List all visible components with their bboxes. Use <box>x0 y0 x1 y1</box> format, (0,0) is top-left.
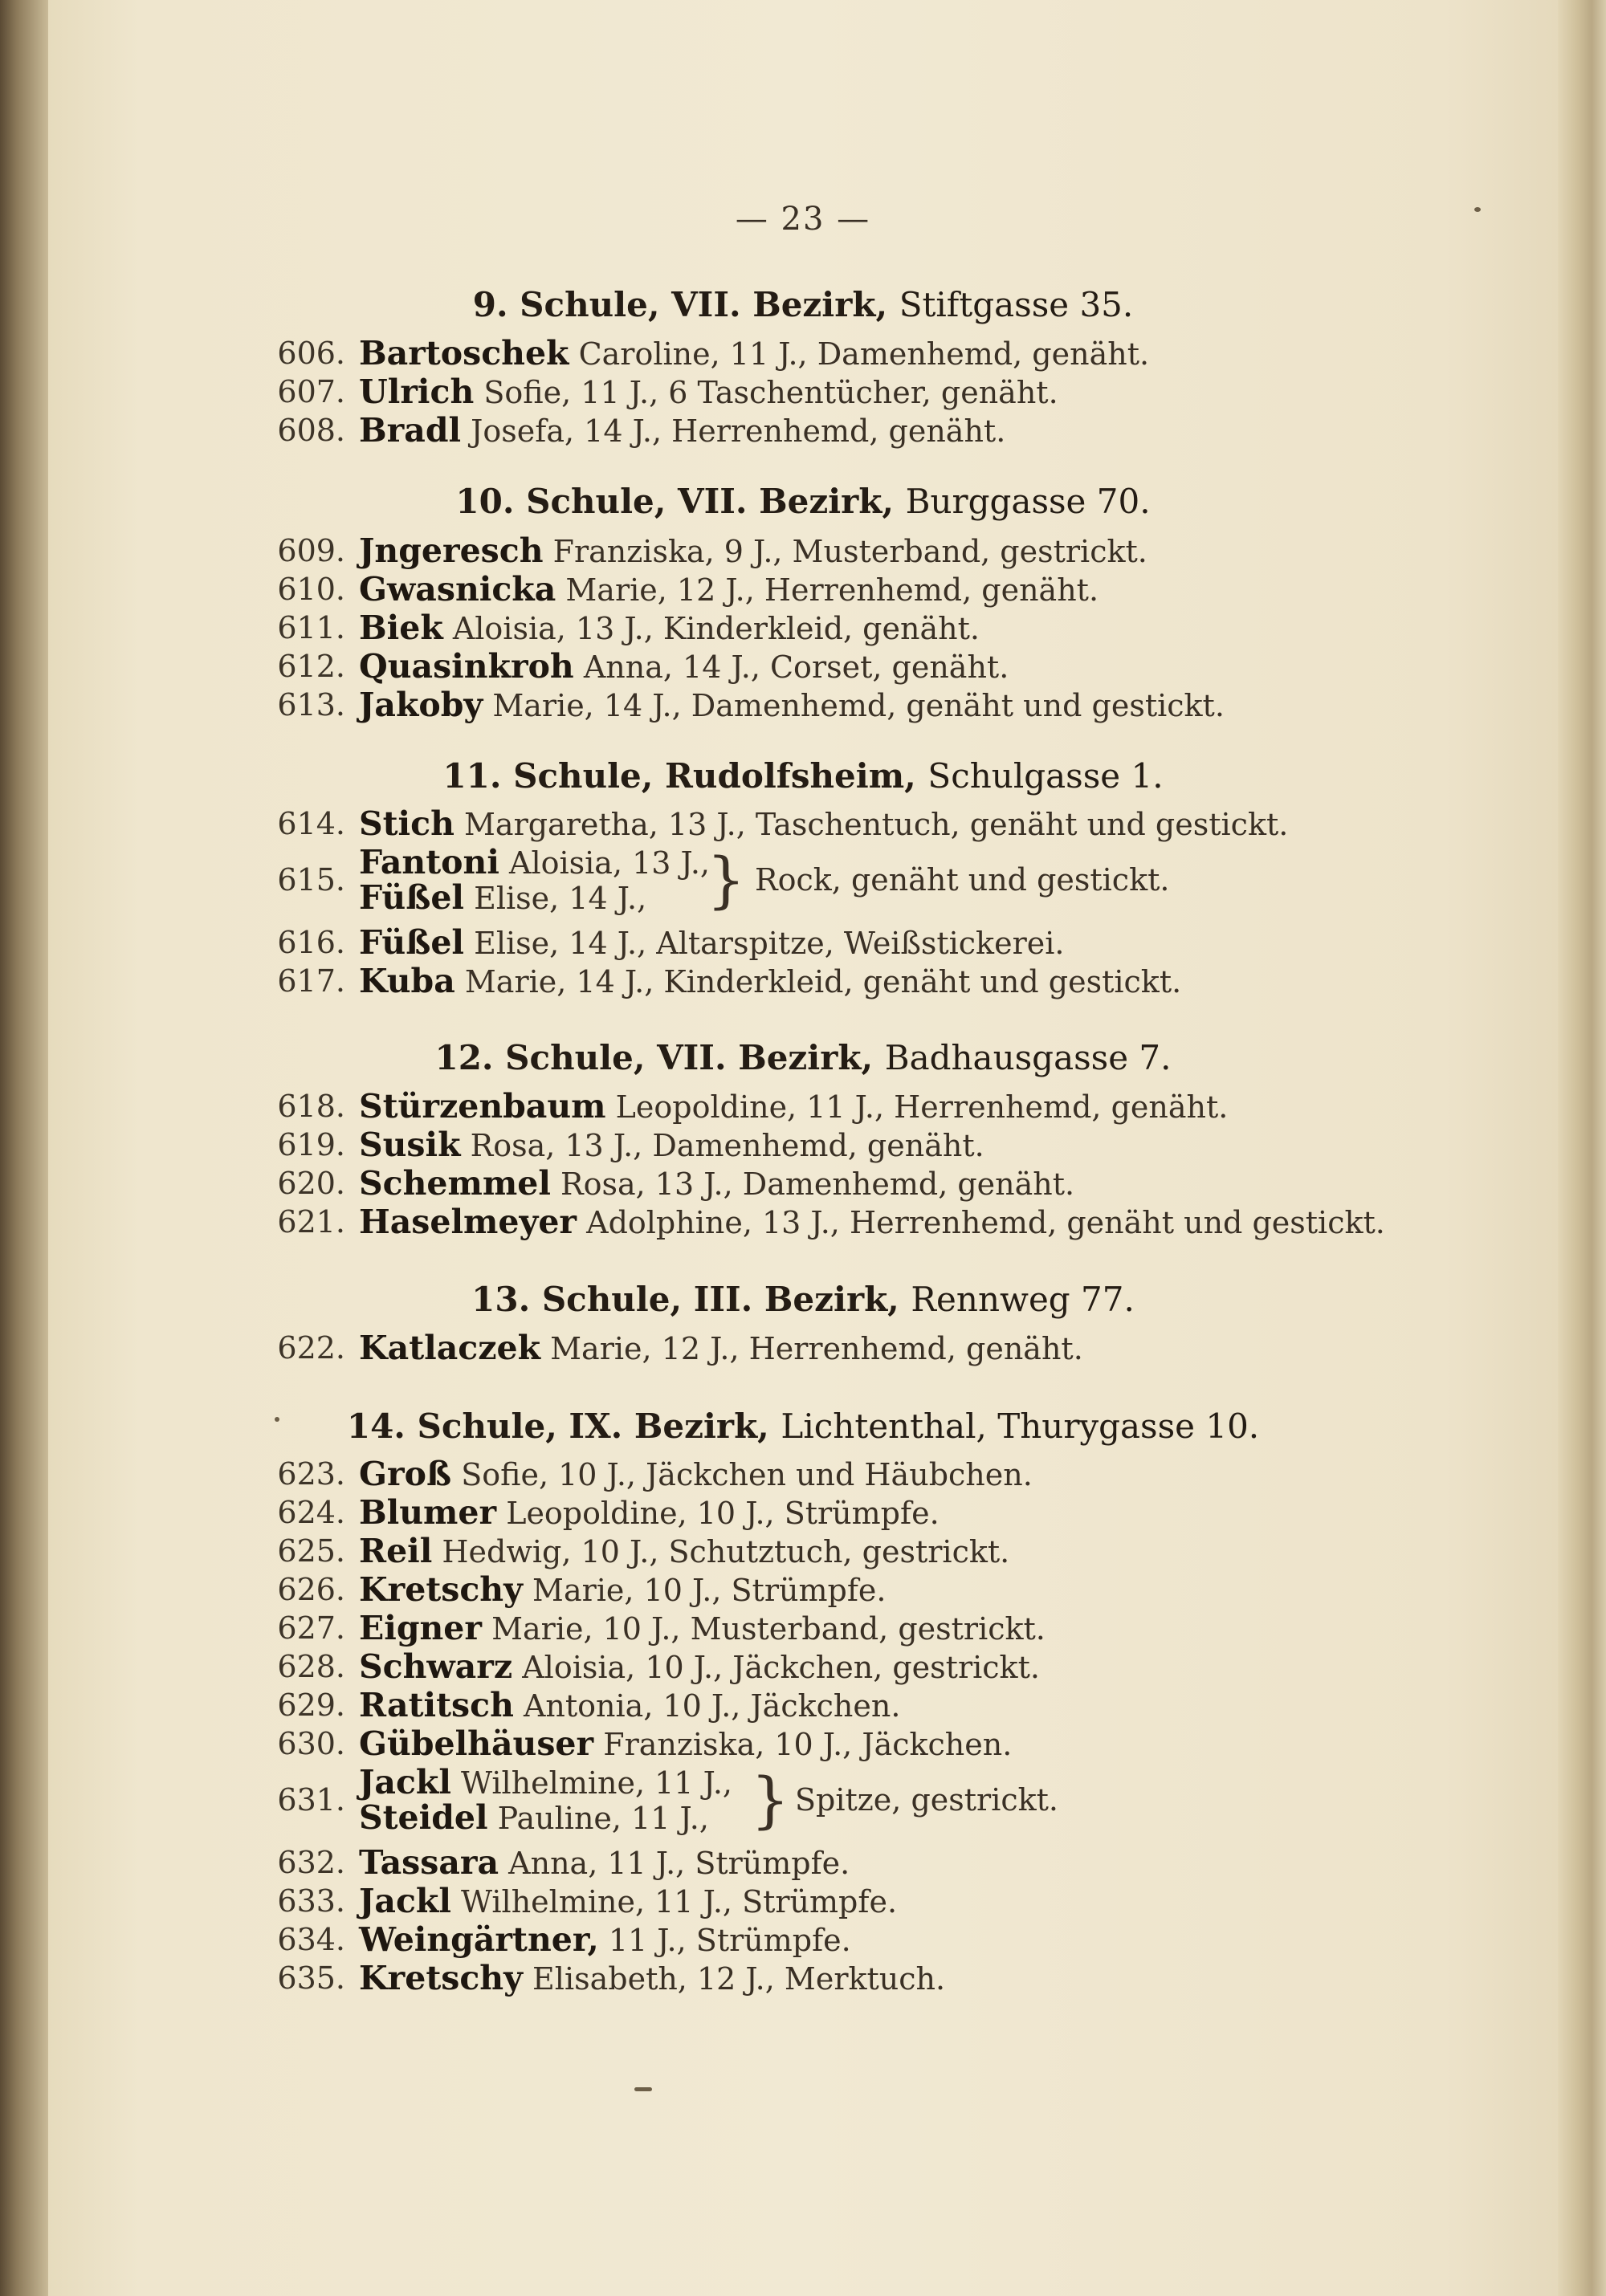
paper-speck <box>634 2087 652 2091</box>
entry-number: 613. <box>277 687 345 723</box>
entry-number: 616. <box>277 925 345 960</box>
section-heading <box>0 756 1606 796</box>
entry-details: Aloisia, 13 J., Kinderkleid, genäht. <box>452 611 980 646</box>
entry-details: Anna, 14 J., Corset, genäht. <box>583 649 1009 685</box>
entry-surname: Susik <box>359 1126 461 1164</box>
paper-speck <box>1474 207 1481 212</box>
section-address: Schulgasse 1. <box>927 756 1164 796</box>
entry-surname: Stürzenbaum <box>359 1087 606 1126</box>
entry-number: 620. <box>277 1166 345 1201</box>
section-address: Rennweg 77. <box>911 1280 1135 1319</box>
section-title: 11. Schule, Rudolfsheim, <box>442 756 916 796</box>
paper-speck <box>275 1417 279 1422</box>
grouping-brace: } <box>751 1764 790 1835</box>
entry-details: Elise, 14 J., <box>474 881 647 916</box>
section-heading <box>0 1407 1606 1446</box>
entry-number: 609. <box>277 533 345 568</box>
entry-surname: Haselmeyer <box>359 1203 577 1241</box>
entry-details: Caroline, 11 J., Damenhemd, genäht. <box>578 336 1150 372</box>
entry-surname: Groß <box>359 1455 452 1493</box>
entry-details: Sofie, 10 J., Jäckchen und Häubchen. <box>461 1457 1033 1492</box>
entry-number: 633. <box>277 1883 345 1919</box>
entry-surname: Quasinkroh <box>359 647 574 686</box>
entry-number: 631. <box>277 1782 345 1818</box>
entry-number: 624. <box>277 1495 345 1530</box>
entry-surname: Blumer <box>359 1493 497 1532</box>
entry-number: 617. <box>277 963 345 999</box>
entry-number: 621. <box>277 1204 345 1240</box>
entry-details: Adolphine, 13 J., Herrenhemd, genäht und gestickt. <box>586 1205 1385 1240</box>
entry-surname: Tassara <box>359 1843 499 1882</box>
entry-surname: Schwarz <box>359 1647 513 1686</box>
entry-details: Elise, 14 J., Altarspitze, Weißstickerei. <box>474 926 1065 961</box>
entry-surname: Jackl <box>359 1882 451 1920</box>
section-address: Burggasse 70. <box>905 482 1151 521</box>
section-heading <box>0 1038 1606 1077</box>
list-item-grouped <box>0 1765 1526 1842</box>
entry-surname: Katlaczek <box>359 1329 541 1367</box>
entry-details: Marie, 10 J., Musterband, gestrickt. <box>491 1611 1046 1647</box>
entry-number: 627. <box>277 1610 345 1646</box>
entry-details: Margaretha, 13 J., Taschentuch, genäht und gestickt. <box>464 807 1289 842</box>
entry-surname: Gübelhäuser <box>359 1724 594 1763</box>
entry-details: Marie, 12 J., Herrenhemd, genäht. <box>550 1331 1083 1366</box>
entry-details: Marie, 14 J., Damenhemd, genäht und gestickt. <box>492 688 1225 723</box>
entry-surname: Weingärtner, <box>359 1920 599 1959</box>
entry-surname: Kretschy <box>359 1959 523 1997</box>
entry-details: Leopoldine, 10 J., Strümpfe. <box>506 1496 940 1531</box>
entry-number: 634. <box>277 1922 345 1957</box>
entry-details: Leopoldine, 11 J., Herrenhemd, genäht. <box>615 1089 1229 1125</box>
entry-surname: Stich <box>359 804 454 843</box>
entry-details: Anna, 11 J., Strümpfe. <box>508 1846 850 1881</box>
entry-group-description: Rock, genäht und gestickt. <box>755 862 1170 898</box>
section-heading <box>0 1280 1606 1319</box>
page-number: — 23 — <box>735 201 871 238</box>
entry-number: 625. <box>277 1533 345 1569</box>
entry-surname: Steidel <box>359 1798 488 1837</box>
entry-details: 11 J., Strümpfe. <box>608 1923 851 1958</box>
section-title: 13. Schule, III. Bezirk, <box>471 1280 899 1319</box>
grouping-brace: } <box>707 844 746 915</box>
entry-number: 610. <box>277 572 345 607</box>
entry-number: 630. <box>277 1726 345 1761</box>
section-title: 12. Schule, VII. Bezirk, <box>434 1038 874 1077</box>
entry-surname: Kuba <box>359 962 455 1000</box>
entry-number: 614. <box>277 806 345 841</box>
section-title: 9. Schule, VII. Bezirk, <box>472 285 888 324</box>
entry-surname: Bradl <box>359 411 462 450</box>
book-binding-right <box>1558 0 1606 2296</box>
section-heading <box>0 285 1606 324</box>
entry-number: 615. <box>277 862 345 898</box>
entry-details: Marie, 14 J., Kinderkleid, genäht und gestickt. <box>464 964 1182 999</box>
entry-surname: Füßel <box>359 923 465 962</box>
entry-number: 608. <box>277 413 345 448</box>
entry-details: Aloisia, 10 J., Jäckchen, gestrickt. <box>522 1650 1040 1685</box>
entry-surname: Biek <box>359 609 443 647</box>
section-address: Lichtenthal, Thurygasse 10. <box>781 1407 1260 1446</box>
section-title: 14. Schule, IX. Bezirk, <box>346 1407 769 1446</box>
entry-surname: Jackl <box>359 1763 451 1801</box>
section-title: 10. Schule, VII. Bezirk, <box>455 482 895 521</box>
entry-group-description: Spitze, gestrickt. <box>795 1782 1059 1818</box>
entry-details: Sofie, 11 J., 6 Taschentücher, genäht. <box>483 375 1058 410</box>
entry-surname: Schemmel <box>359 1164 551 1203</box>
entry-surname: Bartoschek <box>359 334 569 372</box>
entry-surname: Ratitsch <box>359 1686 514 1724</box>
entry-details: Pauline, 11 J., <box>497 1801 709 1836</box>
entry-number: 622. <box>277 1330 345 1366</box>
entry-number: 629. <box>277 1687 345 1723</box>
entry-details: Franziska, 9 J., Musterband, gestrickt. <box>552 534 1147 569</box>
entry-details: Josefa, 14 J., Herrenhemd, genäht. <box>471 413 1006 449</box>
entry-surname: Jngeresch <box>359 531 544 570</box>
entry-number: 623. <box>277 1456 345 1492</box>
entry-details: Wilhelmine, 11 J., <box>461 1765 733 1801</box>
section-address: Stiftgasse 35. <box>899 285 1134 324</box>
list-item-grouped <box>0 845 1526 922</box>
entry-number: 618. <box>277 1089 345 1124</box>
entry-details: Hedwig, 10 J., Schutztuch, gestrickt. <box>442 1534 1010 1569</box>
entry-details: Elisabeth, 12 J., Merktuch. <box>532 1961 946 1997</box>
entry-details: Rosa, 13 J., Damenhemd, genäht. <box>470 1128 984 1163</box>
entry-number: 628. <box>277 1649 345 1684</box>
entry-surname: Füßel <box>359 878 465 917</box>
section-address: Badhausgasse 7. <box>884 1038 1172 1077</box>
entry-details: Marie, 12 J., Herrenhemd, genäht. <box>565 572 1099 608</box>
entry-surname: Ulrich <box>359 372 475 411</box>
section-heading <box>0 482 1606 521</box>
entry-details: Rosa, 13 J., Damenhemd, genäht. <box>560 1166 1075 1202</box>
entry-details: Franziska, 10 J., Jäckchen. <box>603 1727 1013 1762</box>
entry-surname: Kretschy <box>359 1570 523 1609</box>
entry-number: 607. <box>277 374 345 409</box>
entry-surname: Eigner <box>359 1609 482 1647</box>
entry-details: Antonia, 10 J., Jäckchen. <box>523 1688 901 1724</box>
entry-surname: Reil <box>359 1532 433 1570</box>
entry-number: 626. <box>277 1572 345 1607</box>
entry-number: 632. <box>277 1845 345 1880</box>
entry-number: 612. <box>277 649 345 684</box>
entry-surname: Fantoni <box>359 843 499 881</box>
entry-surname: Gwasnicka <box>359 570 556 609</box>
entry-surname: Jakoby <box>359 686 483 724</box>
entry-number: 611. <box>277 610 345 645</box>
entry-number: 619. <box>277 1127 345 1162</box>
entry-number: 606. <box>277 336 345 371</box>
entry-number: 635. <box>277 1960 345 1996</box>
entry-details: Marie, 10 J., Strümpfe. <box>532 1573 887 1608</box>
entry-details: Aloisia, 13 J., <box>509 845 710 881</box>
entry-details: Wilhelmine, 11 J., Strümpfe. <box>461 1884 898 1919</box>
